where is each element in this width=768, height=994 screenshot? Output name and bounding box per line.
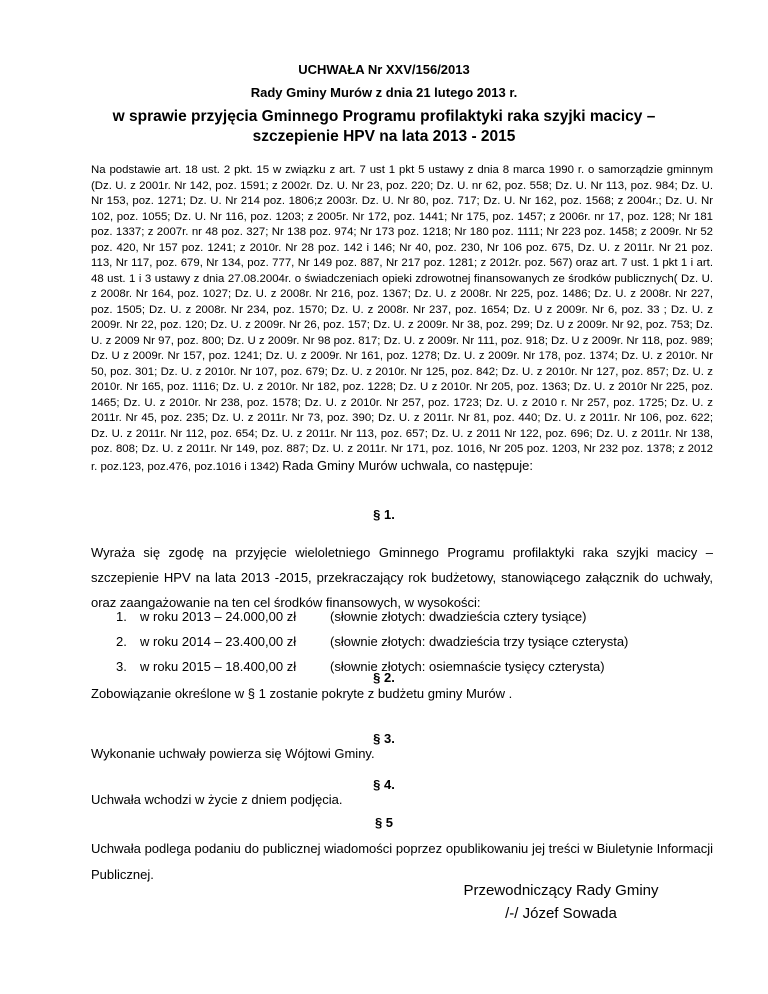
section-2-heading: § 2. [373,670,395,685]
funding-list [116,604,628,679]
title-line-1: w sprawie przyjęcia Gminnego Programu profilaktyki raka szyjki macicy – [112,108,656,125]
legal-basis [91,163,713,475]
list-item: 1. w roku 2013 – 24.000,00 zł (słownie złotych: dwadzieścia cztery tysiące) [116,609,587,624]
section-4-heading: § 4. [373,777,395,792]
title-line-2: szczepienie HPV na lata 2013 - 2015 [252,128,516,145]
resolution-number: UCHWAŁA Nr XXV/156/2013 [298,62,470,77]
council-date: Rady Gminy Murów z dnia 21 lutego 2013 r. [250,85,518,100]
list-item: 3. w roku 2015 – 18.400,00 zł (słownie złotych: osiemnaście tysięcy czterysta) [116,659,605,674]
resolution-title [100,107,668,147]
list-item: 2. w roku 2014 – 23.400,00 zł (słownie złotych: dwadzieścia trzy tysiące czterysta) [116,634,629,649]
section-1-text: Wyraża się zgodę na przyjęcie wieloletniego Gminnego Programu profilaktyki raka szyjki macicy – szczepienie HPV na lata 2013 -2015, przekraczający rok budżetowy, stanowiącego załącznik do uchwały, oraz zaangażowanie na ten cel środków finansowych, w wysokości: [91,545,713,610]
signature-name: /-/ Józef Sowada [505,905,617,922]
section-3-heading: § 3. [373,731,395,746]
section-1-heading: § 1. [373,507,395,522]
section-5-text: Uchwała podlega podaniu do publicznej wiadomości poprzez opublikowaniu jej treści w Biuletynie Informacji Publicznej. [91,841,713,882]
section-4-text: Uchwała wchodzi w życie z dniem podjęcia. [91,792,343,807]
section-3-text: Wykonanie uchwały powierza się Wójtowi Gminy. [91,746,375,761]
section-5-heading: § 5 [374,815,394,830]
signature-role: Przewodniczący Rady Gminy [463,882,659,899]
legal-basis-text: Na podstawie art. 18 ust. 2 pkt. 15 w związku z art. 7 ust 1 pkt 5 ustawy z dnia 8 marca 1990 r. o samorządzie gminnym (Dz. U. z 2001r. Nr 142, poz. 1591; z 2002r. Dz. U. Nr 23, poz. 220; Dz. U. nr 62, poz. 558; Dz. U. Nr 113, poz. 984; Dz. U. Nr 153, poz. 1271; Dz. U. Nr 214 poz. 1806;z 2003r. Dz. U. Nr 80, poz. 717; Dz. U. Nr 162, poz. 1568; z 2004r.; Dz. U. Nr 102, poz. 1055; Dz. U. Nr 116, poz. 1203; z 2005r. Nr 172, poz. 1441; Nr 175, poz. 1457; z 2006r. nr 17, poz. 128; Nr 181 poz. 1337; z 2007r. nr 48 poz. 327; Nr 138 poz. 974; Nr 173 poz. 1218; Nr 180 poz. 1111; Nr 223 poz. 1458; z 2009r. Nr 52 poz. 420, Nr 157 poz. 1241; z 2010r. Nr 28 poz. 142 i 146; Nr 40, poz. 230, Nr 106 poz. 675, Dz. U. z 2011r. Nr 21 poz. 113, Nr 117, poz. 679, Nr 134, poz. 777, Nr 149 poz. 887, Nr 217 poz. 1281; z 2012r. poz. 567) oraz art. 7 ust. 1 pkt 1 i art. 48 ust. 1 i 3 ustawy z dnia 27.08.2004r. o świadczeniach opieki zdrowotnej finansowanych ze środków publicznych( Dz. U. z 2008r. Nr 164, poz. 1027; Dz. U. z 2008r. Nr 216, poz. 1367; Dz. U. z 2008r. Nr 225, poz. 1486; Dz. U. z 2008r. Nr 227, poz. 1505; Dz. U. z 2008r. Nr 234, poz. 1570; Dz. U. z 2008r. Nr 237, poz. 1654; Dz. U z 2009r. Nr 6, poz. 33 ; Dz. U. z 2009r. Nr 22, poz. 120; Dz. U. z 2009r. Nr 26, poz. 157; Dz. U. z 2009r. Nr 38, poz. 299; Dz. U z 2009r. Nr 92, poz. 753; Dz. U. z 2009 Nr 97, poz. 800; Dz. U z 2009r. Nr 98 poz. 817; Dz. U. z 2009r. Nr 111, poz. 918; Dz. U z 2009r. Nr 118, poz. 989; Dz. U z 2009r. Nr 157, poz. 1241; Dz. U. z 2009r. Nr 161, poz. 1278; Dz. U. z 2009r. Nr 178, poz. 1374; Dz. U. z 2010r. Nr 50, poz. 301; Dz. U. z 2010r. Nr 107, poz. 679; Dz. U. z 2010r. Nr 125, poz. 842; Dz. U. z 2010r. Nr 127, poz. 857; Dz. U. z 2010r. Nr 165, poz. 1116; Dz. U. z 2010r. Nr 182, poz. 1228; Dz. U z 2010r. Nr 205, poz. 1363; Dz. U. z 2010r Nr 225, poz. 1465; Dz. U. z 2010r. Nr 238, poz. 1578; Dz. U. z 2010r. Nr 257, poz. 1723; Dz. U. z 2010 r. Nr 257, poz. 1725; Dz. U. z 2011r. Nr 45, poz. 235; Dz. U. z 2011r. Nr 73, poz. 390; Dz. U. z 2011r. Nr 81, poz. 440; Dz. U. z 2011r. Nr 106, poz. 622; Dz. U. z 2011r. Nr 112, poz. 654; Dz. U. z 2011r. Nr 113, poz. 657; Dz. U. z 2011 Nr 122, poz. 696; Dz. U. z 2011r. Nr 138, poz. 808; Dz. U. z 2011r. Nr 149, poz. 887; Dz. U. z 2011r. Nr 171, poz. 1016, Nr 205 poz. 1203, Nr 232 poz. 1378; z 2012 r. poz.123, poz.476, poz.1016 i 1342) [91,164,713,473]
section-2-text: Zobowiązanie określone w § 1 zostanie pokryte z budżetu gminy Murów . [91,686,513,701]
legal-basis-closing: Rada Gminy Murów uchwala, co następuje: [282,457,533,473]
